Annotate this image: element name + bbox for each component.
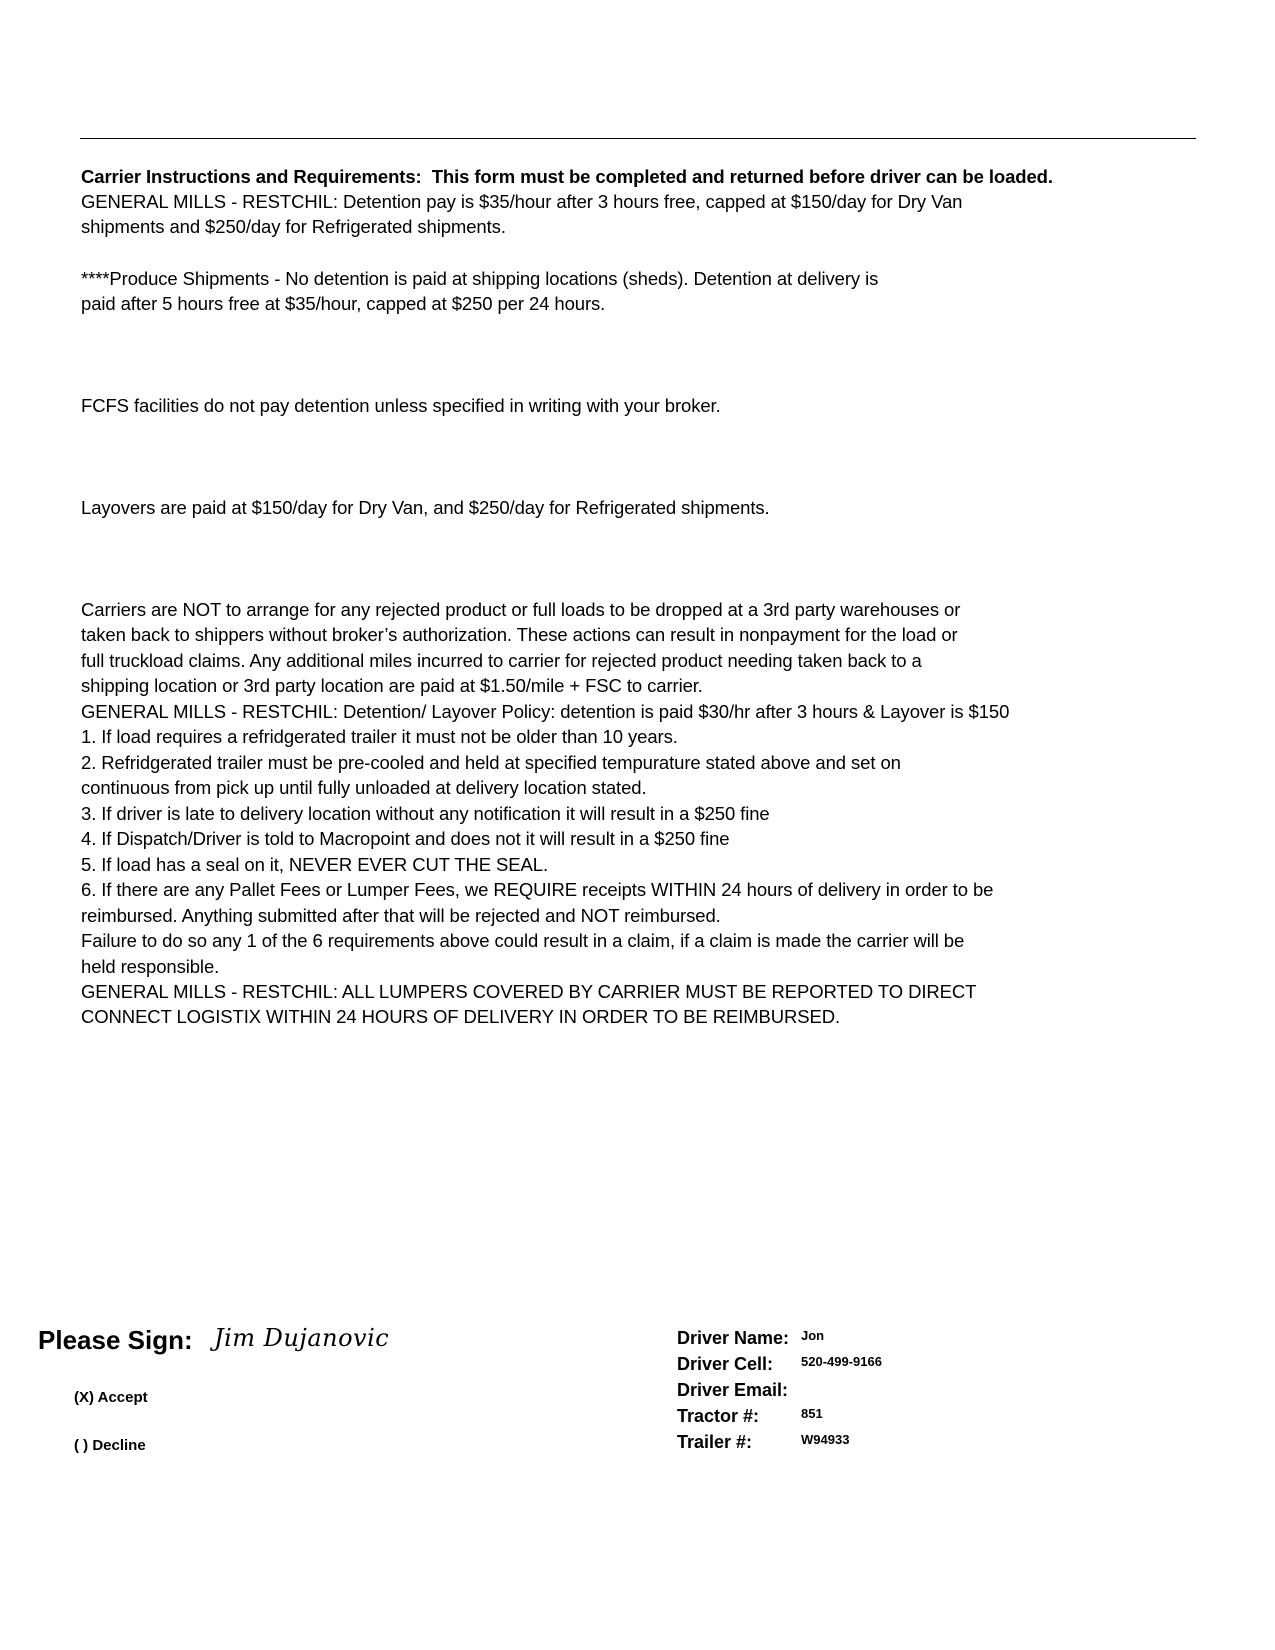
body-line: paid after 5 hours free at $35/hour, capped at $250 per 24 hours. — [81, 293, 606, 314]
body-line: Layovers are paid at $150/day for Dry Van, and $250/day for Refrigerated shipments. — [81, 497, 770, 518]
driver-cell-value[interactable]: 520-499-9166 — [801, 1354, 882, 1369]
body-line: continuous from pick up until fully unloaded at delivery location stated. — [81, 777, 647, 798]
body-line: Failure to do so any 1 of the 6 requirements above could result in a claim, if a claim is made the carrier will be — [81, 930, 965, 951]
body-line: full truckload claims. Any additional miles incurred to carrier for rejected product needing taken back to a — [81, 650, 922, 671]
body-line: 3. If driver is late to delivery location without any notification it will result in a $250 fine — [81, 803, 770, 824]
driver-email-label: Driver Email: — [677, 1380, 789, 1400]
body-line: GENERAL MILLS - RESTCHIL: Detention pay is $35/hour after 3 hours free, capped at $150/day for Dry Van — [81, 191, 963, 212]
body-line: 1. If load requires a refridgerated trailer it must not be older than 10 years. — [81, 726, 678, 747]
body-line: GENERAL MILLS - RESTCHIL: Detention/ Layover Policy: detention is paid $30/hr after 3 hours & Layover is $150 — [81, 701, 1010, 722]
header-line — [81, 166, 1053, 188]
body-line: reimbursed. Anything submitted after that will be rejected and NOT reimbursed. — [81, 905, 721, 926]
body-line: held responsible. — [81, 956, 220, 977]
body-line: shipping location or 3rd party location are paid at $1.50/mile + FSC to carrier. — [81, 675, 703, 696]
body-line: Carriers are NOT to arrange for any rejected product or full loads to be dropped at a 3rd party warehouses or — [81, 599, 961, 620]
body-line: taken back to shippers without broker’s authorization. These actions can result in nonpayment for the load or — [81, 624, 958, 645]
body-line: ****Produce Shipments - No detention is paid at shipping locations (sheds). Detention at delivery is — [81, 268, 879, 289]
body-line: 4. If Dispatch/Driver is told to Macropoint and does not it will result in a $250 fine — [81, 828, 730, 849]
driver-cell-label: Driver Cell: — [677, 1354, 774, 1374]
header-title: Carrier Instructions and Requirements: — [81, 166, 422, 187]
body-line: CONNECT LOGISTIX WITHIN 24 HOURS OF DELIVERY IN ORDER TO BE REIMBURSED. — [81, 1006, 841, 1027]
body-line: FCFS facilities do not pay detention unless specified in writing with your broker. — [81, 395, 721, 416]
trailer-number-value[interactable]: W94933 — [801, 1432, 850, 1447]
top-divider — [80, 138, 1196, 139]
body-line: 2. Refridgerated trailer must be pre-cooled and held at specified tempurature stated above and set on — [81, 752, 901, 773]
trailer-number-label: Trailer #: — [677, 1432, 753, 1452]
header-notice: This form must be completed and returned before driver can be loaded. — [431, 166, 1053, 187]
signature-field[interactable]: Jim Dujanovic — [214, 1324, 390, 1352]
tractor-number-label: Tractor #: — [677, 1406, 760, 1426]
tractor-number-value[interactable]: 851 — [801, 1406, 823, 1421]
body-line: 5. If load has a seal on it, NEVER EVER CUT THE SEAL. — [81, 854, 549, 875]
accept-option[interactable]: (X) Accept — [74, 1389, 148, 1406]
body-line: GENERAL MILLS - RESTCHIL: ALL LUMPERS COVERED BY CARRIER MUST BE REPORTED TO DIRECT — [81, 981, 977, 1002]
body-line: 6. If there are any Pallet Fees or Lumper Fees, we REQUIRE receipts WITHIN 24 hours of delivery in order to be — [81, 879, 994, 900]
driver-name-label: Driver Name: — [677, 1328, 790, 1348]
driver-name-value[interactable]: Jon — [801, 1328, 825, 1343]
decline-option[interactable]: ( ) Decline — [74, 1437, 146, 1454]
please-sign-label: Please Sign: — [38, 1325, 193, 1355]
body-line: shipments and $250/day for Refrigerated shipments. — [81, 216, 506, 237]
